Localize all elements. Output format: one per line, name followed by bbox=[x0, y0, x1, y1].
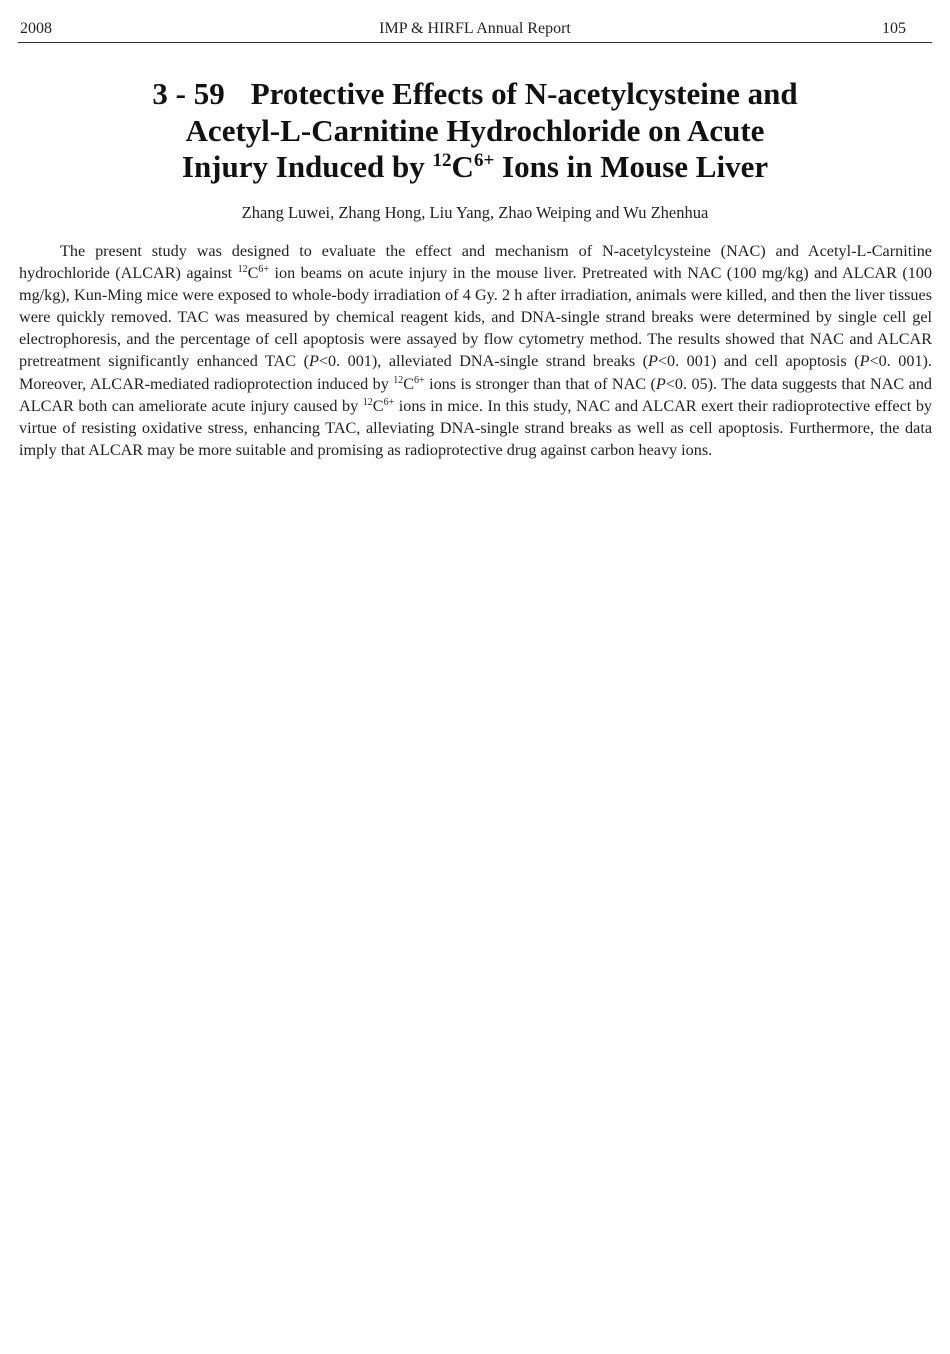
paper-title bbox=[40, 76, 910, 186]
running-header bbox=[18, 18, 932, 43]
paper-number: 3 - 59 bbox=[152, 76, 225, 111]
ion-charge: 6+ bbox=[473, 150, 495, 171]
title-line-1: 3 - 59 Protective Effects of N-acetylcysteine and bbox=[152, 76, 798, 111]
title-line-3: Injury Induced by $^{12}C^{6+}$ Ions in Mouse Liver bbox=[181, 149, 769, 184]
ion-symbol: C bbox=[451, 149, 474, 184]
ion-mass: 12 bbox=[432, 150, 452, 171]
header-journal: IMP & HIRFL Annual Report bbox=[379, 20, 571, 37]
title-line-2: Acetyl-L-Carnitine Hydrochloride on Acute bbox=[185, 112, 765, 148]
header-year: 2008 bbox=[20, 20, 52, 37]
header-page-number: 105 bbox=[882, 20, 906, 37]
abstract-paragraph: The present study was designed to evaluate the effect and mechanism of N-acetylcysteine (NAC) and Acetyl-L-Carnitine hydrochloride (ALCAR) against $^{12}C^{6+}$ ion beams on acute injury in the mouse liver. Pretreated with NAC (100 mg/kg) and ALCAR (100 mg/kg), Kun-Ming mice were exposed to whole-body irradiation of 4 Gy. 2 h after irradiation, animals were killed, and then the liver tissues were quickly removed. TAC was measured by chemical reagent kids, and DNA-single strand breaks were determined by single cell gel electrophoresis, and the percentage of cell apoptosis were assayed by flow cytometry method. The results showed that NAC and ALCAR pretreatment significantly enhanced TAC (P<0. 001), alleviated DNA-single strand breaks (P<0. 001) and cell apoptosis (P<0. 001). Moreover, ALCAR-mediated radioprotection induced by $^{12}C^{6+}$ ions is stronger than that of NAC (P<0. 05). The data suggests that NAC and ALCAR both can ameliorate acute injury caused by $^{12}C^{6+}$ ions in mice. In this study, NAC and ALCAR exert their radioprotective effect by virtue of resisting oxidative stress, enhancing TAC, alleviating DNA-single strand breaks as well as cell apoptosis. Furthermore, the data imply that ALCAR may be more suitable and promising as radioprotective drug against carbon heavy ions. bbox=[19, 242, 933, 459]
author-list: Zhang Luwei, Zhang Hong, Liu Yang, Zhao Weiping and Wu Zhenhua bbox=[241, 203, 709, 222]
